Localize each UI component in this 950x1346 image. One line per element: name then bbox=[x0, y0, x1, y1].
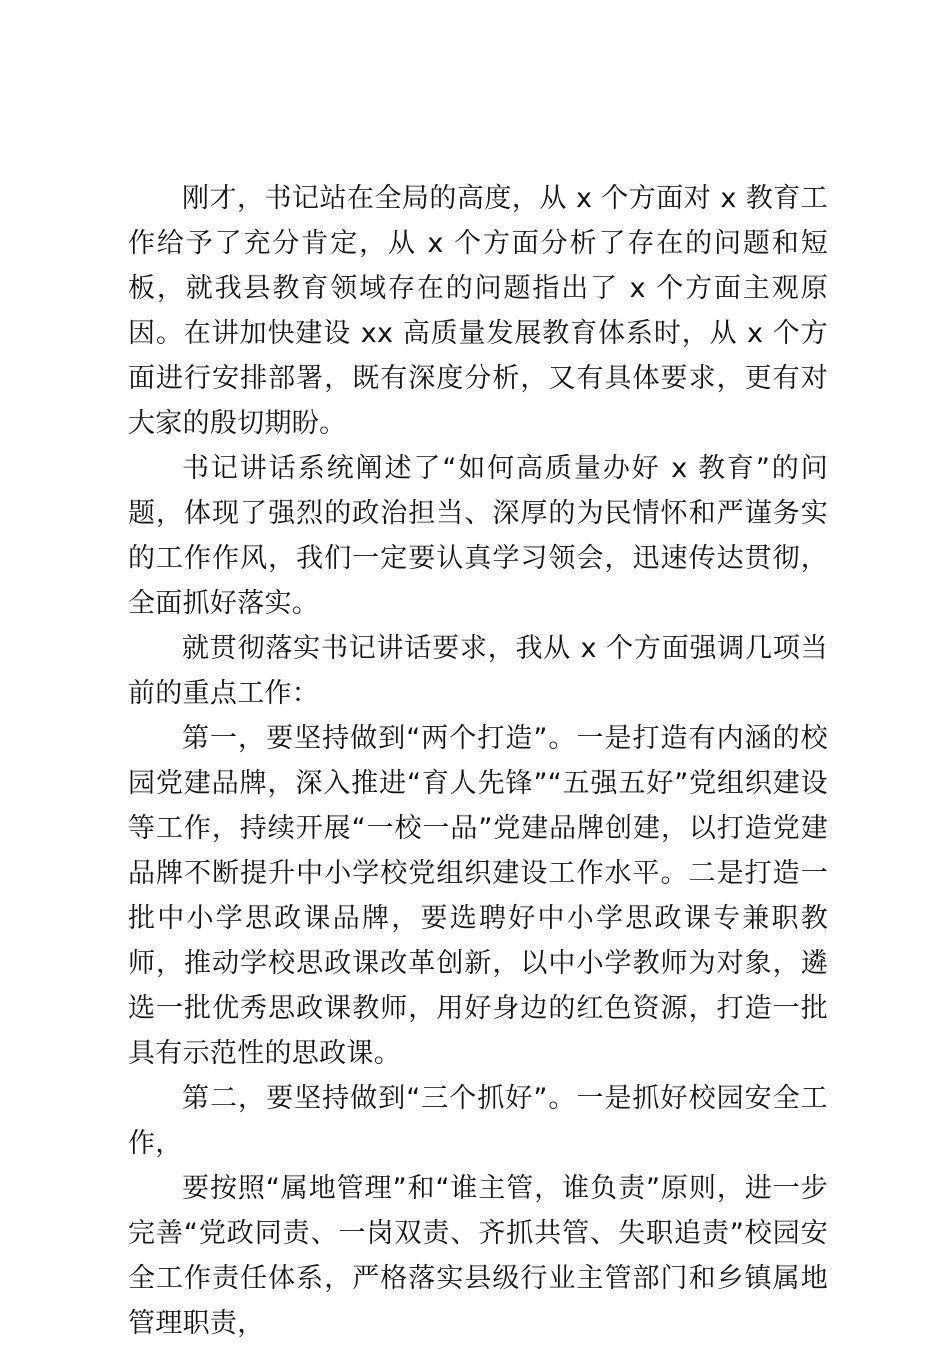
paragraph-1: 刚才，书记站在全局的高度，从 x 个方面对 x 教育工作给予了充分肯定，从 x 个方面分析了存在的问题和短板，就我县教育领域存在的问题指出了 x 个方面主观原因。在讲加快建设 xx 高质量发展教育体系时，从 x 个方面进行安排部署，既有深度分析，又有具体要求，更有对大家的殷切期盼。 bbox=[128, 183, 828, 439]
document-body bbox=[128, 176, 828, 1346]
paragraph-2: 书记讲话系统阐述了“如何高质量办好 x 教育”的问题，体现了强烈的政治担当、深厚的为民情怀和严谨务实的工作作风，我们一定要认真学习领会，迅速传达贯彻，全面抓好落实。 bbox=[128, 453, 828, 619]
paragraph-6: 要按照“属地管理”和“谁主管，谁负责”原则，进一步完善“党政同责、一岗双责、齐抓共管、失职追责”校园安全工作责任体系，严格落实县级行业主管部门和乡镇属地管理职责， bbox=[128, 1173, 828, 1339]
paragraph-4: 第一，要坚持做到“两个打造”。一是打造有内涵的校园党建品牌，深入推进“育人先锋”“五强五好”党组织建设等工作，持续开展“一校一品”党建品牌创建，以打造党建品牌不断提升中小学校党组织建设工作水平。二是打造一批中小学思政课品牌，要选聘好中小学思政课专兼职教师，推动学校思政课改革创新，以中小学教师为对象，遴选一批优秀思政课教师，用好身边的红色资源，打造一批具有示范性的思政课。 bbox=[128, 723, 828, 1069]
paragraph-5: 第二，要坚持做到“三个抓好”。一是抓好校园安全工作， bbox=[128, 1083, 828, 1159]
paragraph-3: 就贯彻落实书记讲话要求，我从 x 个方面强调几项当前的重点工作： bbox=[128, 633, 828, 709]
